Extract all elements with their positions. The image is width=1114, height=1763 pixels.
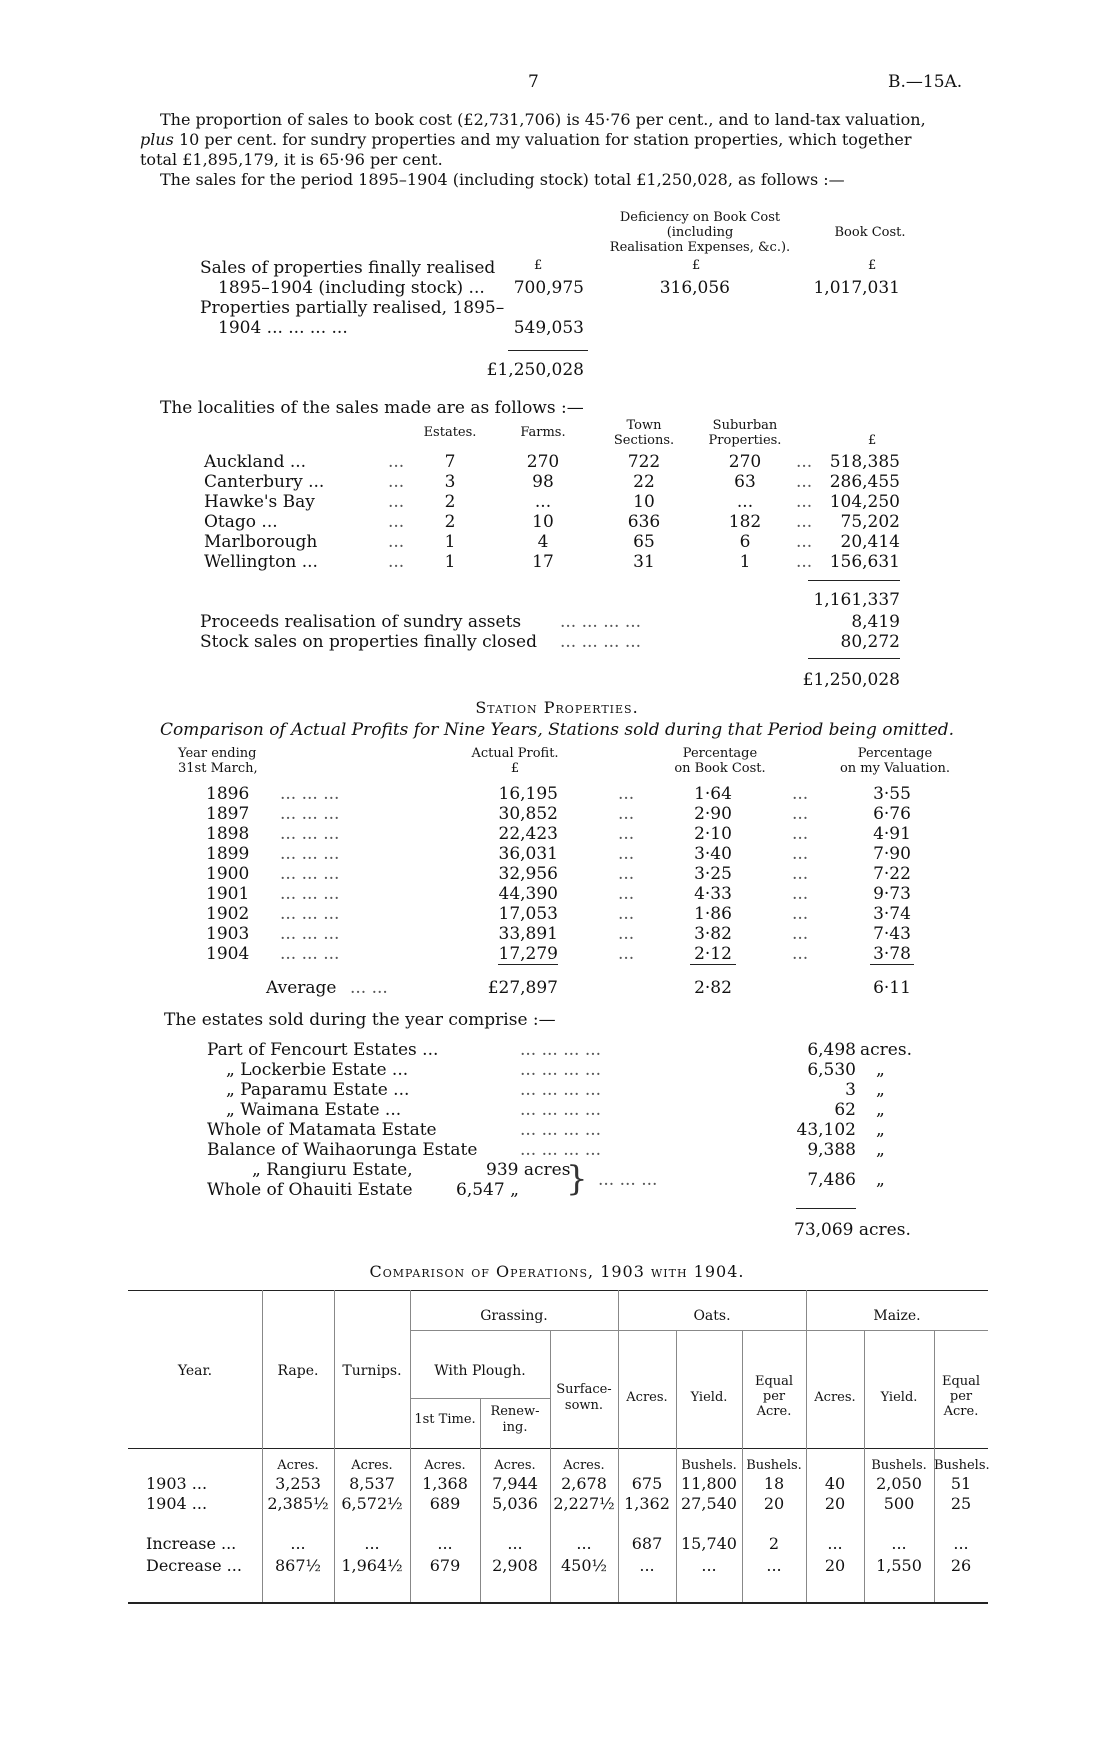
- ops-cell-oats-yield: 15,740: [681, 1534, 737, 1553]
- ops-cell-surface: 2,678: [561, 1474, 607, 1493]
- ops-cell-maize-yield: 500: [883, 1494, 915, 1513]
- ops-cell-maize-acres: 40: [824, 1474, 846, 1493]
- ops-header-oats-yield: Yield.: [690, 1390, 728, 1405]
- stock-amount: 80,272: [840, 632, 900, 652]
- locality-farms: 10: [532, 512, 554, 532]
- ops-cell-rape: 2,385½: [267, 1494, 329, 1513]
- station-leaders: ... ... ...: [280, 944, 340, 964]
- station-book-pct: 3·25: [694, 864, 732, 884]
- estates-total-rule: [796, 1208, 856, 1209]
- sales-row2-label-l1: Properties partially realised, 1895–: [200, 298, 505, 318]
- ops-header-maize-equal-l1: Equal: [941, 1374, 981, 1389]
- station-profit: 22,423: [498, 824, 558, 844]
- ohauiti-name: Whole of Ohauiti Estate: [207, 1180, 413, 1200]
- sales-row2-label-l2: 1904 ... ... ... ...: [218, 318, 348, 338]
- deficiency-header-l2: (including: [666, 225, 734, 240]
- estate-acres: 62: [834, 1100, 856, 1120]
- loc-header-farms: Farms.: [520, 425, 566, 440]
- ops-cell-rape: 3,253: [275, 1474, 321, 1493]
- station-leaders: ...: [792, 844, 809, 864]
- average-book-rule: [690, 964, 736, 965]
- station-leaders: ...: [618, 904, 635, 924]
- locality-leaders: ...: [796, 492, 813, 512]
- average-leaders: ... ...: [350, 978, 388, 998]
- station-leaders: ... ... ...: [280, 904, 340, 924]
- station-leaders: ... ... ...: [280, 824, 340, 844]
- station-book-pct: 1·86: [694, 904, 732, 924]
- document-reference: B.—15A.: [888, 72, 963, 92]
- ops-cell-surface: ...: [576, 1534, 592, 1553]
- loc-header-town-l2: Sections.: [613, 433, 675, 448]
- ops-header-year: Year.: [177, 1363, 213, 1379]
- loc-header-pound: £: [868, 433, 877, 448]
- ops-cell-turnips: ...: [364, 1534, 380, 1553]
- station-valuation-pct: 3·55: [873, 784, 911, 804]
- ops-row-label: 1904 ...: [146, 1494, 208, 1513]
- locality-estates: 2: [444, 492, 456, 512]
- locality-estates: 3: [444, 472, 456, 492]
- pound-sign-deficiency: £: [692, 258, 701, 273]
- locality-town: 722: [627, 452, 661, 472]
- station-leaders: ...: [792, 924, 809, 944]
- locality-town: 31: [633, 552, 655, 572]
- estate-name: Balance of Waihaorunga Estate: [207, 1140, 478, 1160]
- rangiuru-name: „ Rangiuru Estate,: [252, 1160, 413, 1180]
- station-valuation-pct: 4·91: [873, 824, 911, 844]
- estate-unit: „: [876, 1100, 885, 1120]
- station-leaders: ...: [792, 804, 809, 824]
- estate-name: Whole of Matamata Estate: [207, 1120, 437, 1140]
- locality-name: Marlborough: [204, 532, 318, 552]
- locality-name: Auckland ...: [204, 452, 307, 472]
- ops-unit-oats-yield: Bushels.: [681, 1458, 737, 1473]
- ops-unit-oats-equal: Bushels.: [746, 1458, 802, 1473]
- locality-leaders: ...: [388, 472, 405, 492]
- ops-header-with-plough: With Plough.: [434, 1363, 526, 1379]
- locality-estates: 1: [444, 552, 456, 572]
- estate-name: „ Paparamu Estate ...: [226, 1080, 410, 1100]
- ops-header-maize: Maize.: [873, 1308, 921, 1324]
- station-leaders: ...: [792, 864, 809, 884]
- ops-header-surface-l1: Surface-: [556, 1382, 612, 1397]
- pound-sign-book-cost: £: [868, 258, 877, 273]
- ops-cell-oats-yield: 27,540: [681, 1494, 737, 1513]
- estate-unit: „: [876, 1080, 885, 1100]
- ops-cell-maize-equal: 25: [950, 1494, 972, 1513]
- estate-name: „ Lockerbie Estate ...: [226, 1060, 409, 1080]
- ohauiti-acres: 6,547 „: [456, 1180, 519, 1200]
- station-profit: 17,279: [498, 944, 558, 964]
- locality-suburban: 6: [739, 532, 751, 552]
- average-valuation-rule: [870, 964, 914, 965]
- locality-farms: 270: [526, 452, 560, 472]
- station-profit: 44,390: [498, 884, 558, 904]
- average-label: Average: [266, 978, 337, 998]
- ops-header-rule: [128, 1448, 988, 1449]
- station-book-pct: 4·33: [694, 884, 732, 904]
- estate-unit: „: [876, 1140, 885, 1160]
- ops-group-rule: [410, 1330, 988, 1331]
- estate-acres: 43,102: [796, 1120, 856, 1140]
- locality-amount: 286,455: [829, 472, 900, 492]
- locality-amount: 75,202: [840, 512, 900, 532]
- ops-cell-surface: 2,227½: [553, 1494, 615, 1513]
- station-leaders: ... ... ...: [280, 864, 340, 884]
- localities-subtotal-rule: [808, 580, 900, 581]
- locality-town: 636: [627, 512, 661, 532]
- station-leaders: ...: [618, 784, 635, 804]
- localities-subtotal: 1,161,337: [813, 590, 900, 610]
- ops-header-renewing-l1: Renew-: [490, 1404, 540, 1419]
- estate-name: „ Waimana Estate ...: [226, 1100, 402, 1120]
- station-year: 1899: [206, 844, 250, 864]
- station-leaders: ...: [792, 884, 809, 904]
- ops-cell-turnips: 8,537: [349, 1474, 395, 1493]
- sales-total: £1,250,028: [486, 360, 584, 380]
- locality-suburban: ...: [736, 492, 754, 512]
- sales-row1-deficiency: 316,056: [659, 278, 730, 298]
- station-leaders: ...: [618, 864, 635, 884]
- ops-header-first-time: 1st Time.: [414, 1412, 476, 1427]
- estate-unit: „: [876, 1060, 885, 1080]
- locality-suburban: 1: [739, 552, 751, 572]
- ops-cell-first: 679: [429, 1556, 461, 1575]
- locality-name: Otago ...: [204, 512, 278, 532]
- grand-total-rule: [808, 658, 900, 659]
- ops-cell-oats-equal: 2: [768, 1534, 780, 1553]
- estate-leaders: ... ... ... ...: [520, 1040, 602, 1060]
- sales-row1-amount: 700,975: [513, 278, 584, 298]
- ops-cell-oats-acres: 675: [631, 1474, 663, 1493]
- plus-word: plus: [140, 130, 174, 149]
- ops-cell-oats-acres: 687: [631, 1534, 663, 1553]
- ops-unit-renew: Acres.: [494, 1458, 536, 1473]
- ops-unit-maize-yield: Bushels.: [871, 1458, 927, 1473]
- ops-header-oats-equal-l1: Equal: [754, 1374, 794, 1389]
- estate-leaders: ... ... ... ...: [520, 1140, 602, 1160]
- ops-cell-oats-equal: 20: [763, 1494, 785, 1513]
- ops-cell-maize-yield: ...: [891, 1534, 907, 1553]
- station-year: 1901: [206, 884, 250, 904]
- station-valuation-pct: 3·74: [873, 904, 911, 924]
- localities-grand-total: £1,250,028: [802, 670, 900, 690]
- estate-acres: 9,388: [807, 1140, 856, 1160]
- station-valuation-pct: 3·78: [873, 944, 911, 964]
- ops-header-surface-l2: sown.: [564, 1398, 604, 1413]
- sundry-leaders: ... ... ... ...: [560, 612, 642, 632]
- estate-name: Part of Fencourt Estates ...: [207, 1040, 439, 1060]
- station-header-profit-l2: £: [510, 761, 520, 776]
- ops-header-maize-acres: Acres.: [814, 1390, 856, 1405]
- locality-name: Canterbury ...: [204, 472, 325, 492]
- station-profit: 32,956: [498, 864, 558, 884]
- sales-row2-amount: 549,053: [513, 318, 584, 338]
- locality-name: Hawke's Bay: [204, 492, 315, 512]
- locality-farms: 4: [537, 532, 549, 552]
- locality-amount: 518,385: [829, 452, 900, 472]
- ops-cell-first: 1,368: [422, 1474, 468, 1493]
- station-leaders: ...: [792, 944, 809, 964]
- ops-cell-oats-acres: ...: [639, 1556, 655, 1575]
- station-book-pct: 3·40: [694, 844, 732, 864]
- intro-para2: The sales for the period 1895–1904 (including stock) total £1,250,028, as follows :—: [160, 170, 845, 189]
- locality-leaders: ...: [388, 512, 405, 532]
- estate-leaders: ... ... ... ...: [520, 1120, 602, 1140]
- station-profit: 33,891: [498, 924, 558, 944]
- sales-row1-book-cost: 1,017,031: [813, 278, 900, 298]
- station-subtitle: Comparison of Actual Profits for Nine Years, Stations sold during that Period being omitted.: [159, 720, 955, 740]
- locality-estates: 7: [444, 452, 456, 472]
- station-profit: 36,031: [498, 844, 558, 864]
- estates-total: 73,069 acres.: [794, 1220, 911, 1240]
- locality-suburban: 270: [728, 452, 762, 472]
- locality-leaders: ...: [388, 452, 405, 472]
- station-year: 1897: [206, 804, 250, 824]
- estate-acres: 3: [845, 1080, 856, 1100]
- locality-estates: 1: [444, 532, 456, 552]
- localities-intro: The localities of the sales made are as follows :—: [160, 398, 584, 418]
- ops-header-maize-equal-l3: Acre.: [943, 1404, 979, 1419]
- station-year: 1903: [206, 924, 250, 944]
- locality-suburban: 63: [734, 472, 756, 492]
- locality-town: 22: [633, 472, 655, 492]
- station-valuation-pct: 7·22: [873, 864, 911, 884]
- ops-cell-rape: ...: [290, 1534, 306, 1553]
- ops-cell-maize-acres: 20: [824, 1556, 846, 1575]
- estate-leaders: ... ... ... ...: [520, 1080, 602, 1100]
- ops-cell-oats-acres: 1,362: [624, 1494, 670, 1513]
- ops-cell-oats-yield: ...: [701, 1556, 717, 1575]
- station-year: 1902: [206, 904, 250, 924]
- ops-unit-turnips: Acres.: [351, 1458, 393, 1473]
- ops-cell-rape: 867½: [274, 1556, 322, 1575]
- estates-intro: The estates sold during the year comprise :—: [164, 1010, 556, 1030]
- sales-row1-label-l2: 1895–1904 (including stock) ...: [218, 278, 485, 298]
- station-leaders: ...: [618, 884, 635, 904]
- page-number: 7: [528, 72, 539, 92]
- ops-cell-renew: ...: [507, 1534, 523, 1553]
- locality-leaders: ...: [796, 552, 813, 572]
- ops-header-oats-equal-l3: Acre.: [756, 1404, 792, 1419]
- station-valuation-pct: 6·76: [873, 804, 911, 824]
- station-year: 1904: [206, 944, 250, 964]
- station-valuation-pct: 7·43: [873, 924, 911, 944]
- average-profit: £27,897: [487, 978, 558, 998]
- ops-cell-maize-equal: 26: [950, 1556, 972, 1575]
- book-cost-header: Book Cost.: [834, 225, 906, 240]
- station-leaders: ... ... ...: [280, 804, 340, 824]
- station-leaders: ...: [618, 804, 635, 824]
- loc-header-suburban-l1: Suburban: [712, 418, 778, 433]
- station-book-pct: 2·12: [694, 944, 732, 964]
- station-valuation-pct: 9·73: [873, 884, 911, 904]
- station-header-year-l1: Year ending: [178, 746, 257, 761]
- ops-header-rape: Rape.: [277, 1363, 319, 1379]
- sales-total-rule: [508, 350, 588, 351]
- combined-leaders: ... ... ...: [598, 1170, 658, 1190]
- ops-header-grassing: Grassing.: [480, 1308, 548, 1324]
- locality-leaders: ...: [388, 532, 405, 552]
- combined-acres: 7,486: [807, 1170, 856, 1190]
- locality-farms: 17: [532, 552, 554, 572]
- loc-header-suburban-l2: Properties.: [708, 433, 782, 448]
- station-leaders: ...: [792, 784, 809, 804]
- station-title: Station Properties.: [475, 698, 639, 717]
- ops-cell-maize-equal: ...: [953, 1534, 969, 1553]
- ops-row-label: 1903 ...: [146, 1474, 208, 1493]
- station-header-book-l1: Percentage: [682, 746, 758, 761]
- station-leaders: ... ... ...: [280, 844, 340, 864]
- estate-unit: acres.: [860, 1040, 912, 1060]
- locality-amount: 20,414: [840, 532, 900, 552]
- estate-unit: „: [876, 1120, 885, 1140]
- ops-cell-turnips: 1,964½: [341, 1556, 403, 1575]
- station-leaders: ...: [792, 824, 809, 844]
- deficiency-header-l1: Deficiency on Book Cost: [619, 210, 781, 225]
- locality-leaders: ...: [796, 472, 813, 492]
- ops-cell-renew: 2,908: [492, 1556, 538, 1575]
- ops-header-maize-yield: Yield.: [880, 1390, 918, 1405]
- locality-farms: ...: [534, 492, 552, 512]
- station-header-book-l2: on Book Cost.: [674, 761, 766, 776]
- ops-header-oats-equal-l2: per: [762, 1389, 786, 1404]
- station-leaders: ... ... ...: [280, 924, 340, 944]
- station-profit: 17,053: [498, 904, 558, 924]
- ops-header-oats: Oats.: [693, 1308, 731, 1324]
- rangiuru-acres: 939 acres: [486, 1160, 571, 1180]
- sales-row1-label-l1: Sales of properties finally realised: [200, 258, 496, 278]
- locality-leaders: ...: [388, 552, 405, 572]
- ops-header-renewing-l2: ing.: [502, 1420, 528, 1435]
- ops-top-rule: [128, 1290, 988, 1291]
- locality-amount: 104,250: [829, 492, 900, 512]
- station-profit: 16,195: [498, 784, 558, 804]
- intro-para1-line3: total £1,895,179, it is 65·96 per cent.: [140, 150, 443, 169]
- sundry-label: Proceeds realisation of sundry assets: [200, 612, 522, 632]
- ops-row-label: Decrease ...: [146, 1556, 242, 1575]
- locality-leaders: ...: [388, 492, 405, 512]
- ops-unit-rape: Acres.: [277, 1458, 319, 1473]
- intro-para1-line1: The proportion of sales to book cost (£2,731,706) is 45·76 per cent., and to land-tax valuation,: [160, 110, 926, 129]
- average-book: 2·82: [694, 978, 732, 998]
- locality-suburban: 182: [728, 512, 762, 532]
- ops-cell-maize-acres: ...: [827, 1534, 843, 1553]
- station-year: 1898: [206, 824, 250, 844]
- ops-header-oats-acres: Acres.: [626, 1390, 668, 1405]
- ops-cell-maize-yield: 1,550: [876, 1556, 922, 1575]
- locality-name: Wellington ...: [204, 552, 318, 572]
- station-profit: 30,852: [498, 804, 558, 824]
- station-leaders: ...: [792, 904, 809, 924]
- loc-header-estates: Estates.: [423, 425, 477, 440]
- station-header-valuation-l1: Percentage: [857, 746, 933, 761]
- station-header-year-l2: 31st March,: [178, 761, 258, 776]
- station-leaders: ... ... ...: [280, 884, 340, 904]
- estate-acres: 6,498: [807, 1040, 856, 1060]
- ops-cell-surface: 450½: [560, 1556, 608, 1575]
- ops-unit-maize-equal: Bushels.: [934, 1458, 990, 1473]
- station-book-pct: 1·64: [694, 784, 732, 804]
- station-leaders: ...: [618, 824, 635, 844]
- ops-cell-oats-yield: 11,800: [681, 1474, 737, 1493]
- intro-para1-line2-rest: 10 per cent. for sundry properties and my valuation for station properties, which together: [173, 130, 912, 149]
- stock-label: Stock sales on properties finally closed: [200, 632, 537, 652]
- ops-cell-first: 689: [429, 1494, 461, 1513]
- ops-unit-first: Acres.: [424, 1458, 466, 1473]
- locality-town: 10: [633, 492, 655, 512]
- locality-leaders: ...: [796, 452, 813, 472]
- ops-cell-oats-equal: ...: [766, 1556, 782, 1575]
- locality-town: 65: [633, 532, 655, 552]
- station-book-pct: 2·90: [694, 804, 732, 824]
- station-leaders: ...: [618, 944, 635, 964]
- locality-estates: 2: [444, 512, 456, 532]
- ops-header-turnips: Turnips.: [342, 1363, 402, 1379]
- station-header-valuation-l2: on my Valuation.: [839, 761, 951, 776]
- ops-unit-surface: Acres.: [563, 1458, 605, 1473]
- station-valuation-pct: 7·90: [873, 844, 911, 864]
- ops-cell-oats-equal: 18: [763, 1474, 785, 1493]
- stock-leaders: ... ... ... ...: [560, 632, 642, 652]
- brace: }: [566, 1159, 588, 1199]
- ops-header-maize-equal-l2: per: [949, 1389, 973, 1404]
- sundry-amount: 8,419: [851, 612, 900, 632]
- locality-amount: 156,631: [829, 552, 900, 572]
- ops-cell-renew: 7,944: [492, 1474, 538, 1493]
- combined-unit: „: [876, 1170, 885, 1190]
- estate-leaders: ... ... ... ...: [520, 1100, 602, 1120]
- average-valuation: 6·11: [873, 978, 911, 998]
- station-year: 1896: [206, 784, 250, 804]
- locality-leaders: ...: [796, 532, 813, 552]
- station-leaders: ...: [618, 844, 635, 864]
- intro-para1-line2: [140, 130, 912, 149]
- estate-acres: 6,530: [807, 1060, 856, 1080]
- operations-title: Comparison of Operations, 1903 with 1904.: [369, 1262, 745, 1281]
- station-book-pct: 3·82: [694, 924, 732, 944]
- loc-header-town-l1: Town: [626, 418, 662, 433]
- average-profit-rule: [498, 964, 558, 965]
- ops-bottom-rule: [128, 1602, 988, 1604]
- ops-cell-first: ...: [437, 1534, 453, 1553]
- ops-cell-turnips: 6,572½: [341, 1494, 403, 1513]
- ops-cell-maize-acres: 20: [824, 1494, 846, 1513]
- locality-farms: 98: [532, 472, 554, 492]
- station-year: 1900: [206, 864, 250, 884]
- station-header-profit-l1: Actual Profit.: [471, 746, 559, 761]
- station-leaders: ... ... ...: [280, 784, 340, 804]
- ops-cell-maize-equal: 51: [950, 1474, 972, 1493]
- pound-sign-amount: £: [534, 258, 543, 273]
- estate-leaders: ... ... ... ...: [520, 1060, 602, 1080]
- ops-cell-renew: 5,036: [492, 1494, 538, 1513]
- deficiency-header-l3: Realisation Expenses, &c.).: [609, 240, 791, 255]
- locality-leaders: ...: [796, 512, 813, 532]
- ops-row-label: Increase ...: [146, 1534, 237, 1553]
- station-leaders: ...: [618, 924, 635, 944]
- station-book-pct: 2·10: [694, 824, 732, 844]
- ops-cell-maize-yield: 2,050: [876, 1474, 922, 1493]
